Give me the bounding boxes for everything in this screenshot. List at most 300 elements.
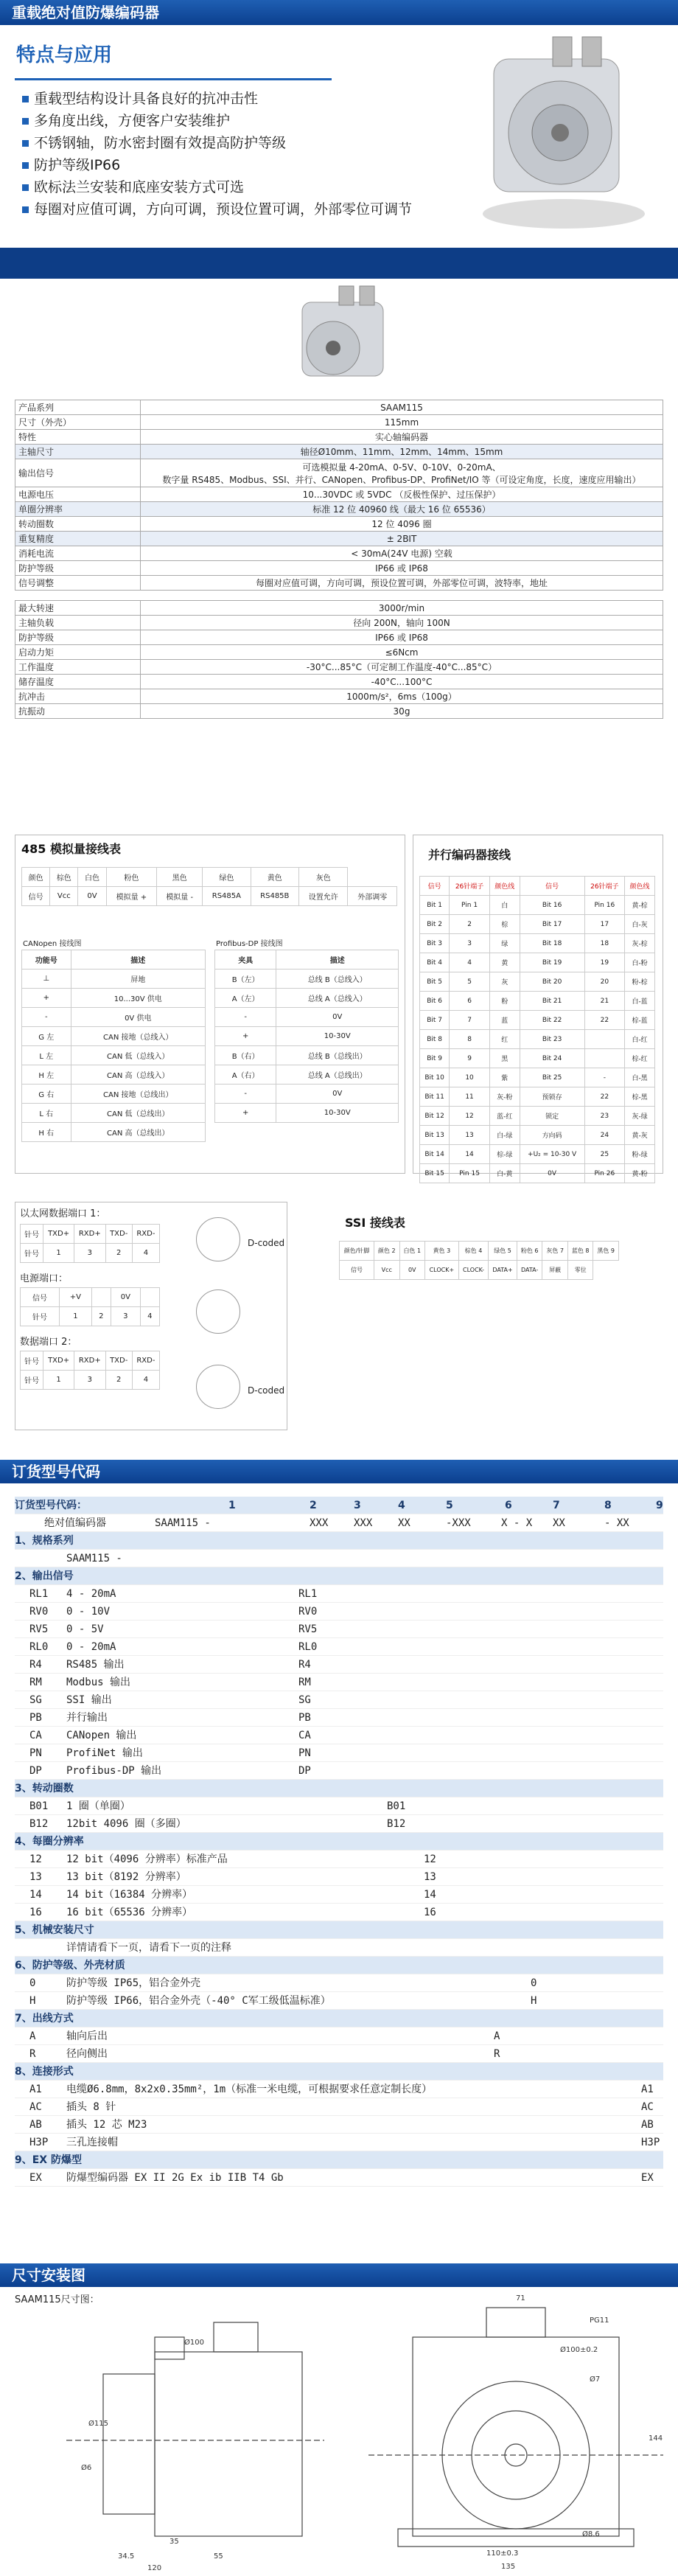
option-desc: ProfiNet 输出 (66, 1747, 143, 1759)
profibus-row (215, 1065, 399, 1085)
parallel-row (420, 1049, 655, 1068)
order-option (15, 1974, 663, 1992)
order-option (15, 1851, 663, 1868)
spec-key: 单圈分辨率 (15, 502, 141, 517)
cell: 灰-棕 (625, 934, 655, 953)
order-section-title: 3、转动圈数 (15, 1783, 74, 1795)
cell: 0V (276, 1085, 399, 1104)
order-section (15, 1957, 663, 1974)
order-option (15, 1709, 663, 1727)
order-section-title: 4、每圈分辨率 (15, 1836, 84, 1848)
cell: 3 (111, 1307, 141, 1326)
cell (584, 1049, 625, 1068)
option-desc: 0 - 5V (66, 1623, 104, 1635)
cell: H 左 (22, 1065, 71, 1085)
dimension-label: Ø8.6 (582, 2530, 600, 2538)
spec-value: 1000m/s²，6ms（100g） (141, 689, 663, 704)
option-code-col: PN (298, 1747, 311, 1759)
order-example-cell: XX (553, 1517, 565, 1529)
option-code-col: 13 (424, 1871, 436, 1883)
option-desc: 16 bit（65536 分辨率） (66, 1907, 193, 1918)
cell: - (215, 1085, 276, 1104)
option-desc: Profibus-DP 输出 (66, 1765, 162, 1777)
cell: 9 (450, 1049, 490, 1068)
option-code: R (29, 2048, 36, 2060)
spec-key: 重复精度 (15, 532, 141, 546)
cell: Bit 9 (420, 1049, 450, 1068)
option-code-col: AC (641, 2101, 654, 2113)
option-code: EX (29, 2172, 42, 2184)
order-col-number: 7 (553, 1500, 560, 1511)
option-code-col: PB (298, 1712, 311, 1724)
spec-row (15, 502, 663, 517)
canopen-row (22, 1104, 206, 1123)
cell: Pin 16 (584, 896, 625, 915)
cell: 白-绿 (489, 1126, 520, 1145)
canopen-title: CANopen 接线图 (23, 940, 82, 948)
order-section-title: 9、EX 防爆型 (15, 2154, 82, 2166)
cell: TXD- (105, 1225, 132, 1244)
spec-key: 抗振动 (15, 704, 141, 719)
order-option (15, 2134, 663, 2151)
profibus-row (215, 1008, 399, 1027)
cell: 2 (105, 1371, 132, 1390)
order-col-number: 1 (228, 1500, 236, 1511)
cell: CAN 接地（总线出） (71, 1085, 205, 1104)
spec-value: 轴径Ø10mm、11mm、12mm、14mm、15mm (141, 445, 663, 459)
dimension-label: 144 (649, 2434, 663, 2443)
power-table (20, 1287, 160, 1326)
spec-value: -30°C...85°C（可定制工作温度-40°C...85°C） (141, 660, 663, 675)
dimension-label: Ø100±0.2 (560, 2346, 598, 2354)
cell: Bit 13 (420, 1126, 450, 1145)
cell (584, 1030, 625, 1049)
option-desc: 0 - 20mA (66, 1641, 116, 1653)
option-code-col: RL1 (298, 1588, 318, 1600)
power-connector-diagram (196, 1289, 240, 1334)
order-option (15, 2027, 663, 2045)
cell: 黄-棕 (625, 896, 655, 915)
connector-diagram (196, 1217, 240, 1261)
option-code: B12 (29, 1818, 49, 1830)
cell: 信号 (22, 887, 50, 906)
dimension-label: PG11 (590, 2316, 609, 2325)
network-box (15, 1202, 287, 1430)
ssi-box (339, 1209, 619, 1312)
cell: 0V (78, 887, 106, 906)
dimension-label: 34.5 (118, 2552, 135, 2561)
spec-value: -40°C...100°C (141, 675, 663, 689)
spec-row (15, 415, 663, 430)
cell: + (22, 989, 71, 1008)
spec-value: 30g (141, 704, 663, 719)
divider (15, 78, 332, 80)
cell: 棕 (489, 915, 520, 934)
order-section-title: 7、出线方式 (15, 2013, 74, 2025)
order-col-number: 5 (446, 1500, 453, 1511)
net2-header (21, 1351, 160, 1371)
order-section (15, 1532, 663, 1550)
order-option (15, 1744, 663, 1762)
option-code: R4 (29, 1659, 42, 1671)
order-option (15, 1603, 663, 1621)
profibus-row (215, 1085, 399, 1104)
order-section-title: 6、防护等级、外壳材质 (15, 1960, 125, 1971)
ssi-header (340, 1242, 619, 1261)
spec-row (15, 532, 663, 546)
cell: 18 (584, 934, 625, 953)
cell: 夹具 (215, 950, 276, 970)
cell: Bit 7 (420, 1011, 450, 1030)
cell: 灰色 (298, 868, 347, 887)
gap-cell (15, 591, 141, 601)
cell: G 右 (22, 1085, 71, 1104)
option-code-col: 0 (531, 1977, 537, 1989)
option-desc: 0 - 10V (66, 1606, 111, 1618)
spec-key: 防护等级 (15, 630, 141, 645)
option-code: H3P (29, 2137, 49, 2148)
spec-row (15, 400, 663, 415)
cell: 屏蔽 (542, 1261, 568, 1280)
cell: 1 (43, 1244, 74, 1263)
drawing-bar (0, 2263, 678, 2287)
order-section (15, 1567, 663, 1585)
cell: Bit 4 (420, 953, 450, 972)
cell: Bit 15 (420, 1164, 450, 1183)
option-code-col: H3P (641, 2137, 660, 2148)
spec-value: < 30mA(24V 电源) 空载 (141, 546, 663, 561)
cell: H 右 (22, 1123, 71, 1142)
cell: 白 (489, 896, 520, 915)
spec-row (15, 675, 663, 689)
cell: 13 (450, 1126, 490, 1145)
order-option (15, 1727, 663, 1744)
order-section (15, 1921, 663, 1939)
cell: 颜色 2 (374, 1242, 399, 1261)
option-code-col: 16 (424, 1907, 436, 1918)
cell: 黑 (489, 1049, 520, 1068)
order-section (15, 2063, 663, 2081)
order-example-cell: XX (398, 1517, 410, 1529)
order-option (15, 1815, 663, 1833)
cell (91, 1288, 111, 1307)
spec-value: 标准 12 位 40960 线（最大 16 位 65536） (141, 502, 663, 517)
cell: 黄 (489, 953, 520, 972)
option-code-col: RV5 (298, 1623, 318, 1635)
dimension-label: 135 (501, 2563, 516, 2571)
cell: 22 (584, 1011, 625, 1030)
cell: 白-粉 (625, 953, 655, 972)
option-desc: 13 bit（8192 分辨率） (66, 1871, 186, 1883)
parallel-title: 并行编码器接线 (428, 848, 511, 862)
ssi-values (340, 1261, 619, 1280)
canopen-row (22, 1008, 206, 1027)
spec-row (15, 660, 663, 675)
canopen-row (22, 1085, 206, 1104)
spec-key: 抗冲击 (15, 689, 141, 704)
cell: L 左 (22, 1046, 71, 1065)
order-option (15, 1691, 663, 1709)
spec-value: 12 位 4096 圈 (141, 517, 663, 532)
order-example-cell: XXX (310, 1517, 329, 1529)
profibus-row (215, 1104, 399, 1123)
feature-item: 多角度出线，方便客户安装维护 (22, 110, 678, 132)
cell: Bit 22 (520, 1011, 584, 1030)
profibus-block (214, 936, 399, 1123)
spec-value: 径向 200N，轴向 100N (141, 616, 663, 630)
cell: 绿 (489, 934, 520, 953)
order-code-label: 订货型号代码： (15, 1500, 87, 1511)
order-option (15, 2098, 663, 2116)
cell: 3 (74, 1244, 105, 1263)
cell: RXD+ (74, 1225, 105, 1244)
option-desc: Modbus 输出 (66, 1677, 131, 1688)
cell: 黑色 (157, 868, 203, 887)
cell: 棕-绿 (489, 1145, 520, 1164)
cell: 总线 B（总线入） (276, 970, 399, 989)
order-option (15, 1550, 663, 1567)
analog-table (21, 867, 397, 906)
cell: 粉色 6 (517, 1242, 542, 1261)
parallel-table (419, 876, 655, 1183)
spec-key: 最大转速 (15, 601, 141, 616)
cell: 0V 供电 (71, 1008, 205, 1027)
option-code-col: 14 (424, 1889, 436, 1901)
cell: 设置允许 (298, 887, 347, 906)
cell: Bit 5 (420, 972, 450, 992)
cell: 11 (450, 1087, 490, 1107)
canopen-row (22, 1046, 206, 1065)
cell: Bit 24 (520, 1049, 584, 1068)
option-code: RL1 (29, 1588, 49, 1600)
spec-row (15, 601, 663, 616)
option-code: 13 (29, 1871, 42, 1883)
option-desc: 1 圈（单圈） (66, 1800, 130, 1812)
features-title: 特点与应用 (16, 44, 113, 66)
order-section (15, 2010, 663, 2027)
order-section (15, 2151, 663, 2169)
option-desc: 防护等级 IP65，铝合金外壳 (66, 1977, 201, 1989)
option-desc: 轴向后出 (66, 2030, 108, 2042)
cell: Bit 14 (420, 1145, 450, 1164)
option-code-col: B01 (387, 1800, 406, 1812)
cell: 3 (450, 934, 490, 953)
profibus-row (215, 970, 399, 989)
feature-item: 每圈对应值可调，方向可调，预设位置可调，外部零位可调节 (22, 198, 678, 220)
spec-value: ± 2BIT (141, 532, 663, 546)
cell: 黄-灰 (625, 1126, 655, 1145)
dimension-label: Ø100 (184, 2339, 204, 2347)
cell: 信号 (420, 877, 450, 896)
cell: G 左 (22, 1027, 71, 1046)
cell: 19 (584, 953, 625, 972)
cell: 26针端子 (450, 877, 490, 896)
option-code-col: AB (641, 2119, 654, 2131)
cell: 零位 (567, 1261, 593, 1280)
cell: 灰色 7 (542, 1242, 568, 1261)
order-section-title: 1、规格系列 (15, 1535, 74, 1547)
option-code-col: CA (298, 1730, 311, 1741)
order-section-title: 5、机械安装尺寸 (15, 1924, 94, 1936)
cell: ⊥ (22, 970, 71, 989)
feature-item: 防护等级IP66 (22, 154, 678, 176)
cell: RS485B (251, 887, 298, 906)
ssi-title: SSI 接线表 (345, 1216, 405, 1230)
spec-row (15, 487, 663, 502)
cell: 外部调零 (348, 887, 397, 906)
cell: 预锁存 (520, 1087, 584, 1107)
cell: 白-红 (625, 1030, 655, 1049)
cell: TXD- (105, 1351, 132, 1371)
spec-row (15, 689, 663, 704)
spec-row (15, 430, 663, 445)
feature-item: 重载型结构设计具备良好的抗冲击性 (22, 88, 678, 110)
cell: 白-灰 (625, 915, 655, 934)
option-code: A (29, 2030, 36, 2042)
cell: 21 (584, 992, 625, 1011)
cell: 棕-黑 (625, 1087, 655, 1107)
canopen-table (21, 950, 206, 1142)
cell: 22 (584, 1087, 625, 1107)
network-title: 以太网数据端口 1： (20, 1208, 106, 1219)
dcoded-label: D-coded (248, 1238, 285, 1248)
spec-value: 每圈对应值可调，方向可调，预设位置可调，外部零位可调，波特率，地址 (141, 576, 663, 591)
cell: A（左） (215, 989, 276, 1008)
cell: + (215, 1104, 276, 1123)
option-desc: 并行输出 (66, 1712, 108, 1724)
cell: 蓝 (489, 1011, 520, 1030)
cell: 粉色 (106, 868, 157, 887)
cell: 0V (111, 1288, 141, 1307)
spec-row (15, 576, 663, 591)
cell: B（左） (215, 970, 276, 989)
option-code: 0 (29, 1977, 36, 1989)
cell: 描述 (71, 950, 205, 970)
parallel-row (420, 1164, 655, 1183)
cell: Bit 21 (520, 992, 584, 1011)
cell: 针号 (21, 1371, 43, 1390)
cell: 针号 (21, 1351, 43, 1371)
order-option (15, 2169, 663, 2187)
parallel-row (420, 896, 655, 915)
cell: 棕色 4 (458, 1242, 488, 1261)
cell: Bit 19 (520, 953, 584, 972)
cell: Bit 12 (420, 1107, 450, 1126)
cell: 白-黑 (625, 1068, 655, 1087)
network-port2-table (20, 1351, 160, 1390)
port2-title: 数据端口 2： (20, 1337, 77, 1348)
option-desc: 插头 12 芯 M23 (66, 2119, 147, 2131)
cell: 蓝色 8 (567, 1242, 593, 1261)
order-option (15, 1797, 663, 1815)
power-title: 电源端口： (20, 1273, 69, 1284)
cell: 4 (450, 953, 490, 972)
power-header (21, 1288, 160, 1307)
order-col-number: 3 (354, 1500, 361, 1511)
encoder-product-image (273, 280, 405, 391)
cell: - (584, 1068, 625, 1087)
net1-header (21, 1225, 160, 1244)
order-example-cell: SAAM115 - (155, 1517, 211, 1529)
feature-item: 不锈钢轴，防水密封圈有效提高防护等级 (22, 132, 678, 154)
cell: 粉-绿 (625, 1145, 655, 1164)
spec-row (15, 616, 663, 630)
cell: Bit 8 (420, 1030, 450, 1049)
profibus-row (215, 1027, 399, 1046)
cell: 信号 (21, 1288, 60, 1307)
cell: 黄色 (251, 868, 298, 887)
cell: CAN 接地（总线入） (71, 1027, 205, 1046)
cell: 黄色 3 (425, 1242, 459, 1261)
order-option (15, 1868, 663, 1886)
cell: 针号 (21, 1225, 43, 1244)
cell: L 右 (22, 1104, 71, 1123)
option-desc: 防爆型编码器 EX II 2G Ex ib IIB T4 Gb (66, 2172, 284, 2184)
parallel-row (420, 934, 655, 953)
spec-key: 输出信号 (15, 459, 141, 487)
cell: TXD+ (43, 1225, 74, 1244)
option-code-col: H (531, 1995, 537, 2007)
canopen-header (22, 950, 206, 970)
order-option (15, 1674, 663, 1691)
option-code-col: A (494, 2030, 500, 2042)
parallel-row (420, 1030, 655, 1049)
cell: Bit 10 (420, 1068, 450, 1087)
net1-values (21, 1244, 160, 1263)
analog-values (22, 887, 397, 906)
spec-key: 产品系列 (15, 400, 141, 415)
cell: 针号 (21, 1307, 60, 1326)
order-col-number: 2 (310, 1500, 317, 1511)
port2-connector-diagram (196, 1365, 240, 1409)
option-desc: 电缆Ø6.8mm，8x2x0.35mm²，1m（标准一米电缆，可根据要求任意定制长度） (66, 2084, 433, 2095)
spec-key: 尺寸（外壳） (15, 415, 141, 430)
order-option (15, 1638, 663, 1656)
option-desc: 三孔连接帽 (66, 2137, 118, 2148)
profibus-row (215, 989, 399, 1008)
cell: 总线 A（总线入） (276, 989, 399, 1008)
order-option (15, 2116, 663, 2134)
parallel-row (420, 1087, 655, 1107)
option-code-col: SG (298, 1694, 311, 1706)
cell: 0V (520, 1164, 584, 1183)
order-col-number: 8 (604, 1500, 612, 1511)
cell: 颜色 (22, 868, 50, 887)
cell: A（右） (215, 1065, 276, 1085)
cell: Vcc (50, 887, 78, 906)
spec-key: 主轴尺寸 (15, 445, 141, 459)
cell: DATA+ (489, 1261, 517, 1280)
order-option (15, 2045, 663, 2063)
drawing-title: 尺寸安装图 (12, 2266, 85, 2284)
dimension-label: 120 (147, 2564, 162, 2572)
cell: 方向码 (520, 1126, 584, 1145)
parallel-row (420, 1068, 655, 1087)
cell: 信号 (520, 877, 584, 896)
spec-key: 防护等级 (15, 561, 141, 576)
cell: B（右） (215, 1046, 276, 1065)
dimension-label: Ø115 (88, 2420, 108, 2428)
option-code-col: 12 (424, 1853, 436, 1865)
order-title: 订货型号代码 (12, 1463, 100, 1480)
cell: 4 (132, 1244, 159, 1263)
cell: + (215, 1027, 276, 1046)
spec-value: IP66 或 IP68 (141, 630, 663, 645)
option-code: A1 (29, 2084, 42, 2095)
cell: 描述 (276, 950, 399, 970)
cell: 10 (450, 1068, 490, 1087)
option-desc: SAAM115 - (66, 1553, 122, 1564)
